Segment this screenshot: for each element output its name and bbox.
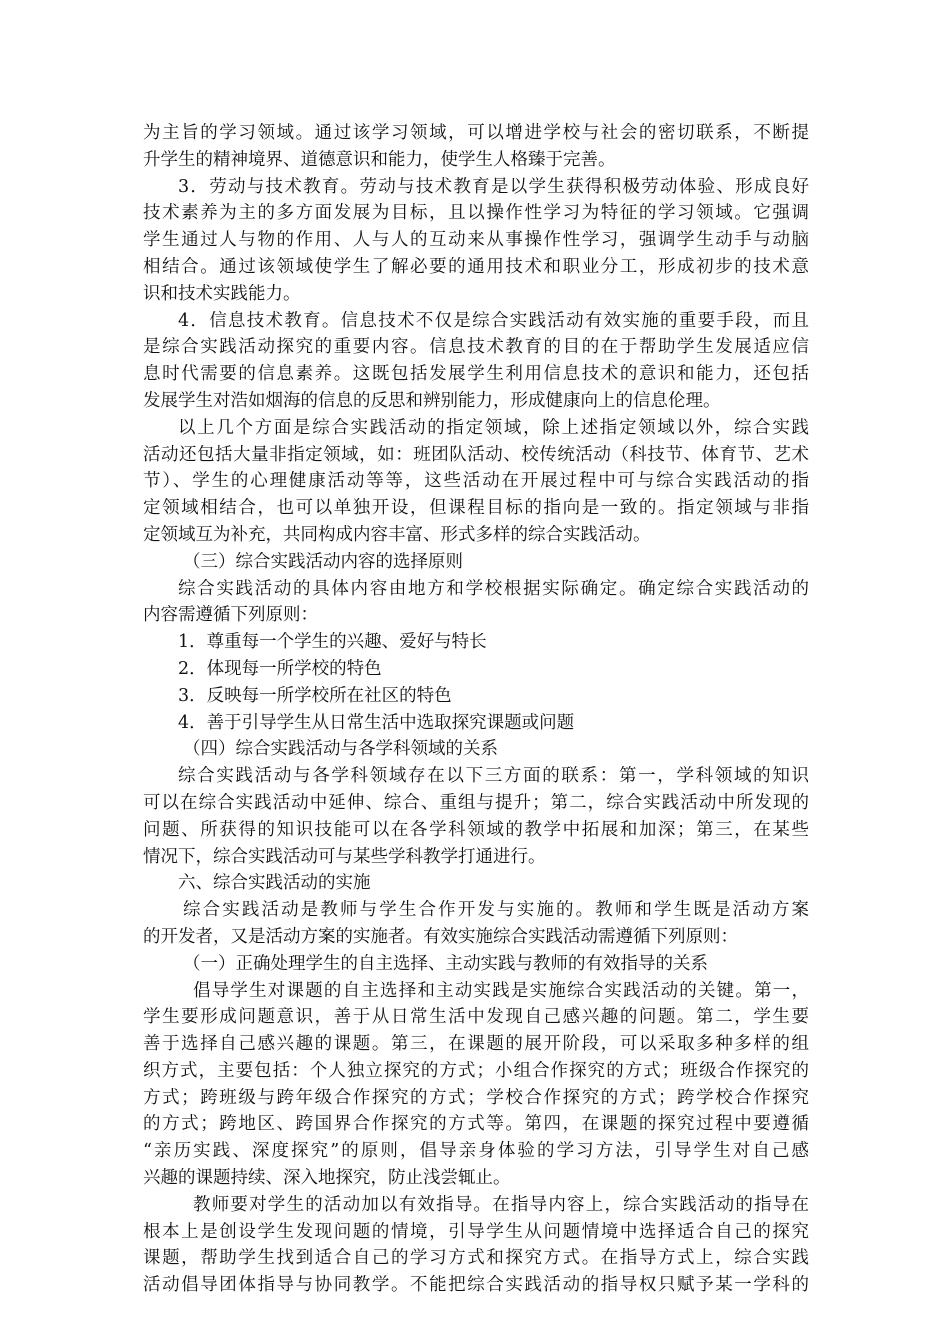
text-line: 活动倡导团体指导与协同教学。不能把综合实践活动的指导权只赋予某一学科的 bbox=[143, 1275, 809, 1296]
text-line: 为主旨的学习领域。通过该学习领域，可以增进学校与社会的密切联系，不断提 bbox=[143, 123, 809, 143]
text-line: （三）综合实践活动内容的选择原则 bbox=[183, 551, 463, 572]
text-line: 方式；跨班级与跨年级合作探究的方式；学校合作探究的方式；跨学校合作探究 bbox=[143, 1087, 809, 1108]
text-line: 3．反映每一所学校所在社区的特色 bbox=[178, 685, 452, 706]
text-line: （一）正确处理学生的自主选择、主动实践与教师的有效指导的关系 bbox=[183, 953, 708, 974]
text-line: 学生通过人与物的作用、人与人的互动来从事操作性学习，强调学生动手与动脑 bbox=[143, 230, 809, 251]
text-line: 4．善于引导学生从日常生活中选取探究课题或问题 bbox=[178, 712, 575, 733]
text-line: 问题、所获得的知识技能可以在各学科领域的教学中拓展和加深；第三，在某些 bbox=[143, 819, 809, 840]
text-line: 发展学生对浩如烟海的信息的反思和辨别能力，形成健康向上的信息伦理。 bbox=[143, 390, 721, 411]
text-line: （四）综合实践活动与各学科领域的关系 bbox=[183, 739, 498, 760]
text-line: 课题，帮助学生找到适合自己的学习方式和探究方式。在指导方式上，综合实践 bbox=[143, 1248, 809, 1269]
text-line: 4．信息技术教育。信息技术不仅是综合实践活动有效实施的重要手段，而且 bbox=[178, 310, 809, 331]
text-line: 升学生的精神境界、道德意识和能力，使学生人格臻于完善。 bbox=[143, 149, 616, 170]
text-line: 可以在综合实践活动中延伸、综合、重组与提升；第二，综合实践活动中所发现的 bbox=[143, 792, 809, 813]
text-line: 情况下，综合实践活动可与某些学科教学打通进行。 bbox=[143, 846, 546, 867]
text-line: 2．体现每一所学校的特色 bbox=[178, 658, 382, 679]
text-line: 综合实践活动是教师与学生合作开发与实施的。教师和学生既是活动方案 bbox=[183, 900, 809, 921]
text-line: 教师要对学生的活动加以有效指导。在指导内容上，综合实践活动的指导在 bbox=[193, 1194, 809, 1215]
text-line: 倡导学生对课题的自主选择和主动实践是实施综合实践活动的关键。第一， bbox=[193, 980, 809, 1001]
text-line: 六、综合实践活动的实施 bbox=[178, 873, 371, 894]
text-line: 定领域互为补充，共同构成内容丰富、形式多样的综合实践活动。 bbox=[143, 524, 651, 545]
text-line: 根本上是创设学生发现问题的情境，引导学生从问题情境中选择适合自己的探究 bbox=[143, 1221, 809, 1242]
text-line: “亲历实践、深度探究”的原则，倡导亲身体验的学习方法，引导学生对自己感 bbox=[143, 1141, 809, 1162]
text-line: 技术素养为主的多方面发展为目标，且以操作性学习为特征的学习领域。它强调 bbox=[143, 203, 809, 224]
text-line: 综合实践活动的具体内容由地方和学校根据实际确定。确定综合实践活动的 bbox=[178, 578, 809, 599]
text-line: 1．尊重每一个学生的兴趣、爱好与特长 bbox=[178, 632, 487, 653]
text-line: 息时代需要的信息素养。这既包括发展学生利用信息技术的意识和能力，还包括 bbox=[143, 364, 809, 385]
text-line: 的方式；跨地区、跨国界合作探究的方式等。第四，在课题的探究过程中要遵循 bbox=[143, 1114, 809, 1135]
document-page bbox=[143, 120, 809, 1299]
text-line: 识和技术实践能力。 bbox=[143, 283, 301, 304]
text-line: 节）、学生的心理健康活动等等，这些活动在开展过程中可与综合实践活动的指 bbox=[143, 471, 809, 492]
text-line: 是综合实践活动探究的重要内容。信息技术教育的目的在于帮助学生发展适应信 bbox=[143, 337, 809, 358]
text-line: 定领域相结合，也可以单独开设，但课程目标的指向是一致的。指定领域与非指 bbox=[143, 498, 809, 519]
text-line: 兴趣的课题持续、深入地探究，防止浅尝辄止。 bbox=[143, 1168, 511, 1189]
text-line: 相结合。通过该领域使学生了解必要的通用技术和职业分工，形成初步的技术意 bbox=[143, 256, 809, 277]
text-line: 学生要形成问题意识，善于从日常生活中发现自己感兴趣的问题。第二，学生要 bbox=[143, 1007, 809, 1028]
text-line: 3．劳动与技术教育。劳动与技术教育是以学生获得积极劳动体验、形成良好 bbox=[178, 176, 809, 197]
text-line: 以上几个方面是综合实践活动的指定领域，除上述指定领域以外，综合实践 bbox=[178, 417, 809, 438]
text-line: 内容需遵循下列原则： bbox=[143, 605, 318, 626]
text-line: 综合实践活动与各学科领域存在以下三方面的联系：第一，学科领域的知识 bbox=[178, 766, 809, 787]
text-line: 织方式，主要包括：个人独立探究的方式；小组合作探究的方式；班级合作探究的 bbox=[143, 1060, 809, 1081]
text-line: 的开发者，又是活动方案的实施者。有效实施综合实践活动需遵循下列原则： bbox=[143, 926, 738, 947]
text-line: 活动还包括大量非指定领域，如：班团队活动、校传统活动（科技节、体育节、艺术 bbox=[143, 444, 809, 465]
text-line: 善于选择自己感兴趣的课题。第三，在课题的展开阶段，可以采取多种多样的组 bbox=[143, 1034, 809, 1055]
